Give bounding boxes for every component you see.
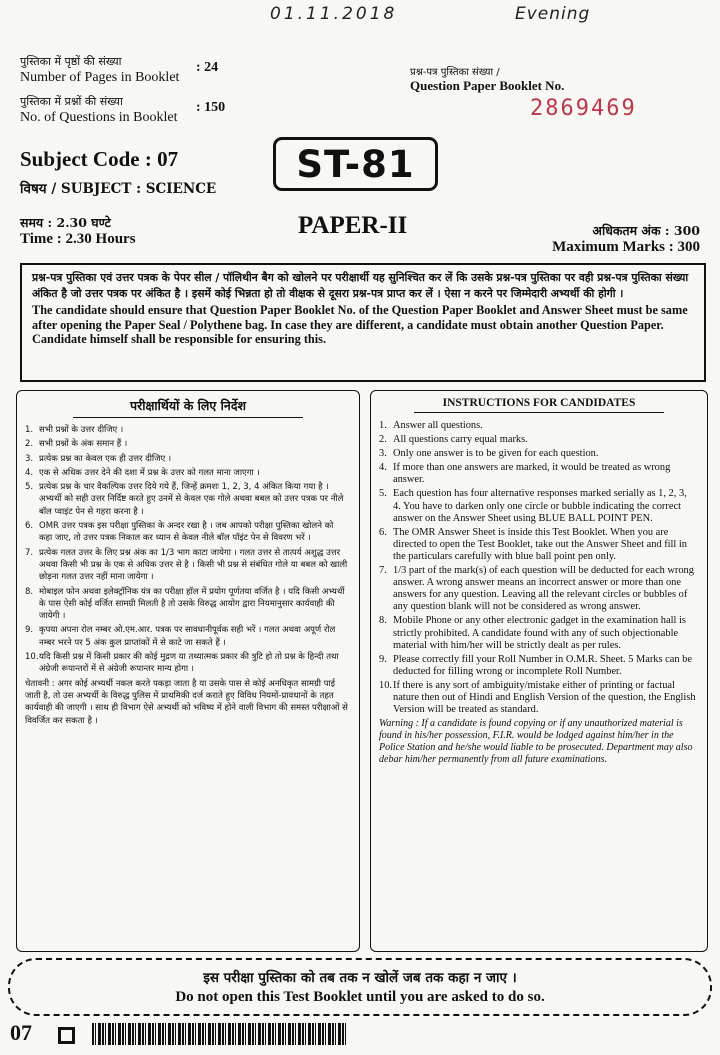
marks-hi: अधिकतम अंक : 300 [592, 223, 700, 238]
list-item: 7. 1/3 part of the mark(s) of each question will be deducted for each wrong answer. A wrong answer means an incorrect answer or more than one answers for any question. Leaving all the relevant circles or bubbles of any question blank will not be considered as wrong answer. [379, 565, 694, 613]
time-hi: समय : 2.30 घण्टे [20, 215, 111, 230]
hindi-instructions-box [16, 390, 360, 952]
questions-value: : 150 [196, 100, 226, 115]
marks-en: Maximum Marks : 300 [552, 239, 700, 255]
subject-code: Subject Code : 07 [20, 147, 179, 171]
booklet-info [20, 54, 240, 128]
handwritten-date: 01.11.2018 [270, 4, 398, 24]
english-warning: Warning : If a candidate is found copying or if any unauthorized material is found in his/her possession, F.I.R. would be lodged against him/her in the Police Station and he/she would liable to be prosecuted. Department may also debar him/her permanently from all future examinations. [379, 718, 693, 766]
notice-hi: प्रश्न-पत्र पुस्तिका एवं उत्तर पत्रक के पेपर सील / पॉलिथीन बैग को खोलने पर परीक्षार्थी यह सुनिश्चित कर लें कि उसके प्रश्न-पत्र पुस्तिका पर वही प्रश्न-पत्र पुस्तिका संख्या अंकित है जो उत्तर पत्रक पर अंकित है । इसमें कोई भिन्नता हो तो वीक्षक से दूसरा प्रश्न-पत्र प्राप्त कर लें । ऐसा न करने पर जिम्मेदारी अभ्यर्थी की होगी । [32, 271, 689, 300]
list-item: 9. Please correctly fill your Roll Number in O.M.R. Sheet. 5 Marks can be deducted for filling wrong or incomplete Roll Number. [379, 653, 692, 677]
list-item: 10. यदि किसी प्रश्न में किसी प्रकार की कोई मुद्रण या तथ्यात्मक प्रकार की त्रुटि हो तो प्रश्न के हिन्दी तथा अंग्रेजी रूपान्तरों में से अंग्रेजी रूपान्तर मान्य होगा । [25, 652, 339, 675]
time-block [20, 214, 136, 248]
pages-label-hi: पुस्तिका में पृष्ठों की संख्या [20, 55, 122, 68]
subject-name: विषय / SUBJECT : SCIENCE [20, 181, 217, 197]
list-item: 10. If there is any sort of ambiguity/mistake either of printing or factual nature then out of Hindi and English Version of the question, the English Version will be treated as standard. [379, 679, 696, 716]
list-item: 6. The OMR Answer Sheet is inside this Test Booklet. When you are directed to open the Test Booklet, take out the Answer Sheet and fill in the particulars carefully with blue ball point pen only. [379, 526, 687, 562]
english-instructions-title: INSTRUCTIONS FOR CANDIDATES [414, 397, 664, 413]
marks-block [552, 222, 700, 256]
list-item: 4. एक से अधिक उत्तर देने की दशा में प्रश्न के उत्तर को गलत माना जाएगा । [25, 467, 260, 478]
questions-label-hi: पुस्तिका में प्रश्नों की संख्या [20, 95, 123, 108]
notice-en: The candidate should ensure that Question Paper Booklet No. of the Question Paper Booklet and Answer Sheet must be same after opening the Paper Seal / Polythene bag. In case they are different, a candidate must obtain another Question Paper. Candidate himself shall be responsible for ensuring this. [32, 303, 688, 347]
hindi-warning: चेतावनी : अगर कोई अभ्यर्थी नकल करते पकड़ा जाता है या उसके पास से कोई अनधिकृत सामग्री पाई जाती है, तो उस अभ्यर्थी के विरुद्ध पुलिस में प्राथमिकी दर्ज कराते हुए विविध नियमों-प्रावधानों के तहत कार्यवाही की जाएगी । साथ ही विभाग ऐसे अभ्यर्थी को भविष्य में होने वाली विभाग की समस्त परीक्षाओं से विवर्जित कर सकता है । [25, 678, 348, 726]
list-item: 4. If more than one answers are marked, it would be treated as wrong answer. [379, 462, 671, 486]
hindi-instructions-list [17, 422, 359, 676]
pages-value: : 24 [196, 60, 219, 75]
time-en: Time : 2.30 Hours [20, 231, 136, 247]
list-item: 6. OMR उत्तर पत्रक इस परीक्षा पुस्तिका के अन्दर रखा है । जब आपको परीक्षा पुस्तिका खोलने को कहा जाए, तो उत्तर पत्रक निकाल कर ध्यान से केवल नीले बॉल पॉइंट पेन से विवरण भरें । [25, 521, 334, 544]
square-marker-icon [58, 1027, 75, 1044]
paper-title: PAPER-II [298, 212, 408, 239]
list-item: 5. Each question has four alternative responses marked serially as 1, 2, 3, 4. You have to darken only one circle or bubble indicating the correct answer on the Answer Sheet using BLUE BALL POINT PEN. [379, 488, 687, 524]
list-item: 9. कृपया अपना रोल नम्बर ओ.एम.आर. पत्रक पर सावधानीपूर्वक सही भरें । गलत अथवा अपूर्ण रोल नम्बर भरने पर 5 अंक कुल प्राप्तांकों में से काटे जा सकते हैं । [25, 625, 336, 648]
paper-code-box [273, 137, 438, 191]
list-item: 3. प्रत्येक प्रश्न का केवल एक ही उत्तर दीजिए । [25, 453, 172, 464]
notice-box [20, 263, 706, 382]
footer-notice-en: Do not open this Test Booklet until you are asked to do so. [175, 989, 545, 1005]
list-item: 1. सभी प्रश्नों के उत्तर दीजिए । [25, 425, 124, 435]
questions-label-en: No. of Questions in Booklet [20, 110, 178, 125]
list-item: 7. प्रत्येक गलत उत्तर के लिए प्रश्न अंक का 1/3 भाग काटा जायेगा । गलत उत्तर से तात्पर्य अशुद्ध उत्तर अथवा किसी भी प्रश्न के एक से अधिक उत्तर से है । किसी भी प्रश्न से संबंधित गोले या बबल को खाली छोड़ना गलत उत्तर नहीं माना जायेगा । [25, 547, 348, 583]
hindi-instructions-title: परीक्षार्थियों के लिए निर्देश [73, 397, 303, 418]
list-item: 8. Mobile Phone or any other electronic gadget in the examination hall is strictly prohibited. A candidate found with any of such objectionable material with him/her will be strictly dealt as per rules. [379, 615, 686, 651]
list-item: 5. प्रत्येक प्रश्न के चार वैकल्पिक उत्तर दिये गये हैं, जिन्हें क्रमशः 1, 2, 3, 4 अंकित किया गया है । अभ्यर्थी को सही उत्तर निर्दिष्ट करते हुए उनमें से केवल एक गोले अथवा बबल को उत्तर पत्रक पर नीले बॉल प्वाइंट पेन से गहरा करना है । [25, 482, 344, 517]
english-instructions-box [370, 390, 708, 952]
footer-notice-box [8, 958, 712, 1016]
barcode [92, 1023, 347, 1045]
paper-code: ST-81 [296, 142, 415, 186]
booklet-no-value: 2869469 [530, 96, 637, 121]
footer-code: 07 [10, 1020, 32, 1045]
pages-label-en: Number of Pages in Booklet [20, 70, 180, 85]
booklet-number-block [410, 64, 700, 121]
booklet-no-label-en: Question Paper Booklet No. [410, 78, 565, 93]
list-item: 2. All questions carry equal marks. [379, 434, 528, 446]
list-item: 2. सभी प्रश्नों के अंक समान हैं । [25, 439, 128, 450]
footer-notice-hi: इस परीक्षा पुस्तिका को तब तक न खोलें जब तक कहा न जाए । [203, 970, 517, 986]
english-instructions-list [371, 418, 707, 716]
booklet-no-label-hi: प्रश्न-पत्र पुस्तिका संख्या / [410, 67, 500, 78]
handwritten-session: Evening [515, 4, 591, 24]
list-item: 1. Answer all questions. [379, 420, 483, 431]
list-item: 3. Only one answer is to be given for each question. [379, 448, 599, 460]
list-item: 8. मोबाइल फोन अथवा इलेक्ट्रॉनिक यंत्र का परीक्षा हॉल में प्रयोग पूर्णतया वर्जित है । यदि किसी अभ्यर्थी के पास ऐसी कोई वर्जित सामग्री मिलती है तो उसके विरुद्ध आयोग द्वारा नियमानुसार कार्यवाही की जायेगी । [25, 586, 345, 622]
